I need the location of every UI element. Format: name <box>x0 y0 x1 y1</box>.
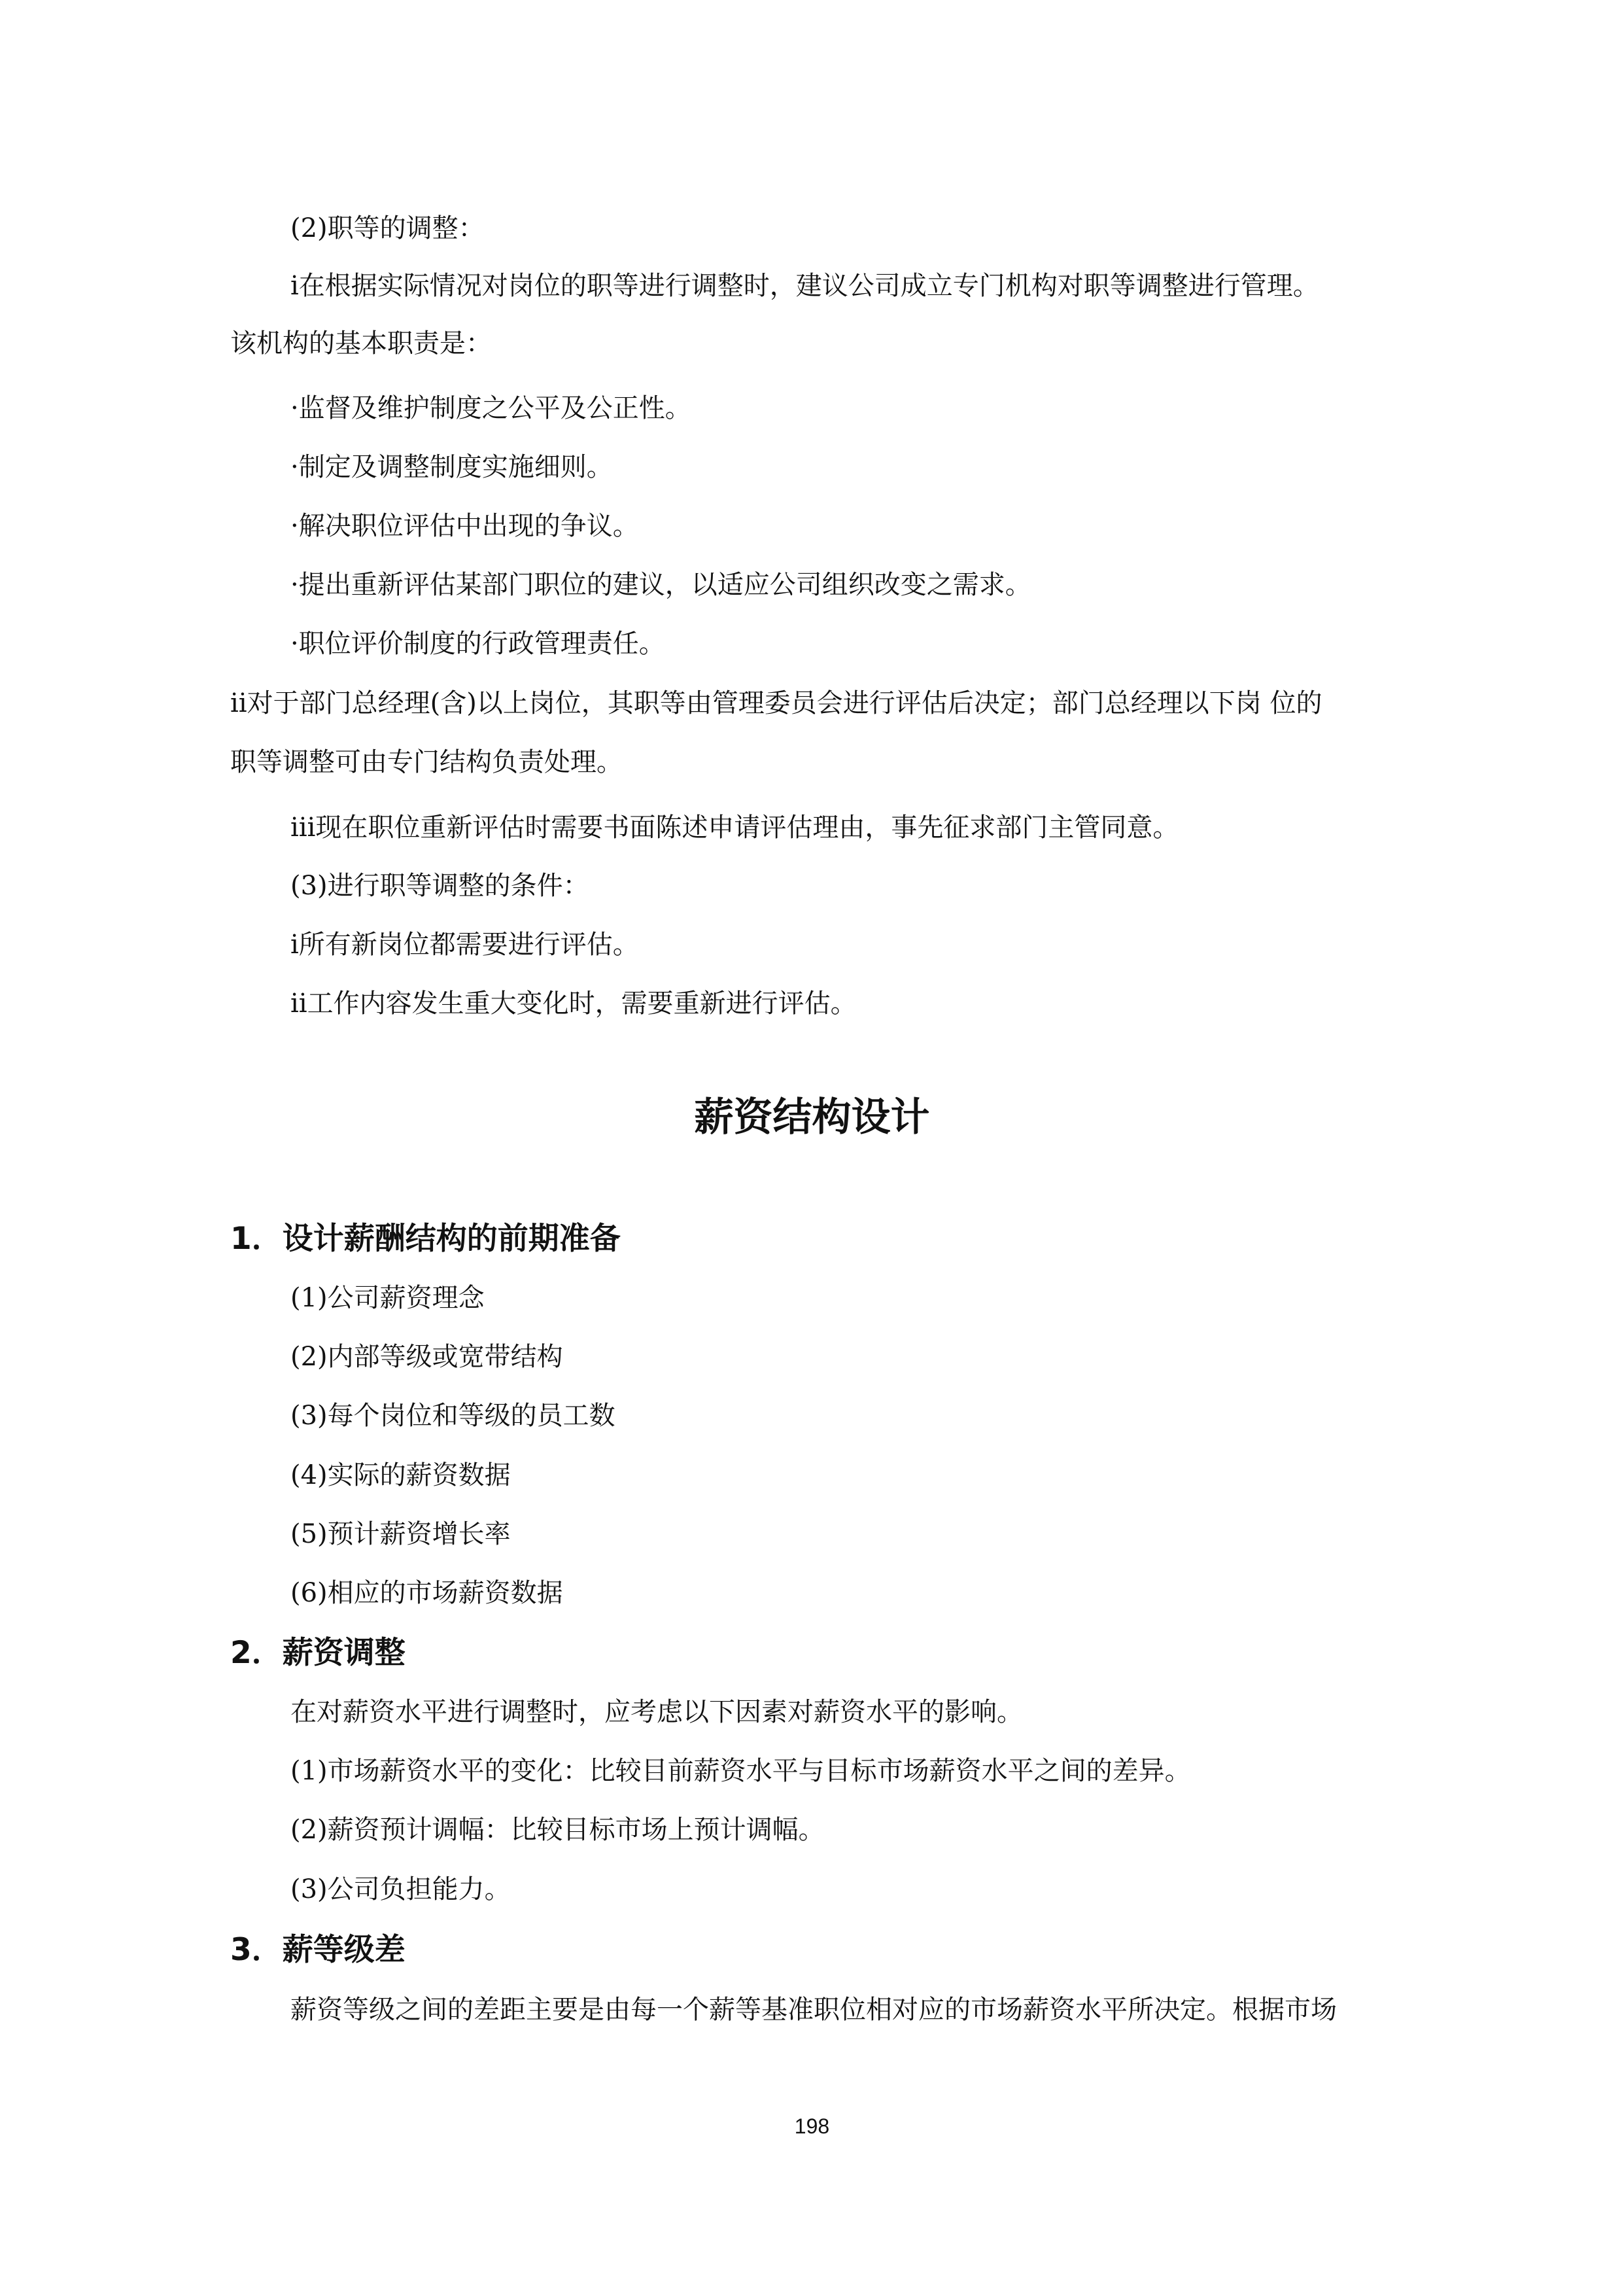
section1-item: (2)内部等级或宽带结构 <box>290 1342 563 1372</box>
chapter-title: 薪资结构设计 <box>694 1095 930 1140</box>
grade-adjustment-heading: (2)职等的调整： <box>290 213 485 243</box>
section2-item: (2)薪资预计调幅：比较目标市场上预计调幅。 <box>290 1815 825 1845</box>
section1-item: (5)预计薪资增长率 <box>290 1519 511 1549</box>
section1-item: (4)实际的薪资数据 <box>290 1460 511 1490</box>
section3-heading: 3．薪等级差 <box>230 1932 406 1968</box>
section3-text: 薪资等级之间的差距主要是由每一个薪等基准职位相对应的市场薪资水平所决定。根据市场 <box>290 1995 1337 2025</box>
section1-item: (6)相应的市场薪资数据 <box>290 1578 563 1608</box>
grade-adjustment-iii-line: ⅲ现在职位重新评估时需要书面陈述申请评估理由，事先征求部门主管同意。 <box>290 813 1179 843</box>
section1-item: (3)每个岗位和等级的员工数 <box>290 1401 615 1431</box>
page-number: 198 <box>794 2114 830 2138</box>
section2-intro: 在对薪资水平进行调整时，应考虑以下因素对薪资水平的影响。 <box>290 1697 1023 1727</box>
grade-adjustment-ii-line1: ⅱ对于部门总经理(含)以上岗位，其职等由管理委员会进行评估后决定；部门总经理以下岗 位的 <box>230 688 1322 718</box>
conditions-heading: (3)进行职等调整的条件： <box>290 871 589 901</box>
duty-item: ·制定及调整制度实施细则。 <box>290 452 613 482</box>
grade-adjustment-i-line2: 该机构的基本职责是： <box>230 328 492 359</box>
condition-item: ⅰ所有新岗位都需要进行评估。 <box>290 930 639 960</box>
duty-item: ·职位评价制度的行政管理责任。 <box>290 629 665 659</box>
section1-item: (1)公司薪资理念 <box>290 1283 485 1313</box>
duty-item: ·提出重新评估某部门职位的建议，以适应公司组织改变之需求。 <box>290 570 1031 600</box>
duty-item: ·解决职位评估中出现的争议。 <box>290 511 639 541</box>
section1-heading: 1．设计薪酬结构的前期准备 <box>230 1221 621 1257</box>
section2-item: (1)市场薪资水平的变化：比较目前薪资水平与目标市场薪资水平之间的差异。 <box>290 1756 1191 1786</box>
duty-item: ·监督及维护制度之公平及公正性。 <box>290 393 691 423</box>
condition-item: ⅱ工作内容发生重大变化时，需要重新进行评估。 <box>290 989 857 1019</box>
grade-adjustment-i-line1: ⅰ在根据实际情况对岗位的职等进行调整时，建议公司成立专门机构对职等调整进行管理。 <box>290 271 1319 301</box>
section2-heading: 2．薪资调整 <box>230 1635 406 1671</box>
grade-adjustment-ii-line2: 职等调整可由专门结构负责处理。 <box>230 747 623 777</box>
section2-item: (3)公司负担能力。 <box>290 1874 511 1904</box>
